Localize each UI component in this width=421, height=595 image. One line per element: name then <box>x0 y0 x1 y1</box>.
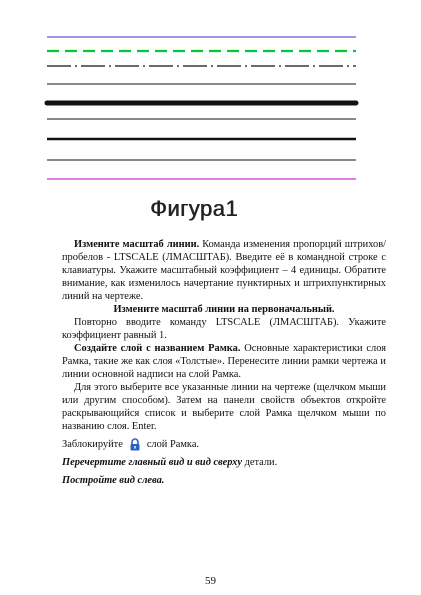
paragraph-3 <box>62 342 386 381</box>
lock-layer-line <box>62 438 386 451</box>
body-text <box>62 238 386 487</box>
p3-heading: Создайте слой с названием Рамка. <box>74 343 241 354</box>
p1-heading: Измените масштаб линии. <box>74 239 200 250</box>
p6-rest: детали. <box>241 457 278 468</box>
p1-body: Команда изменения пропорций штрихов/пробелов - LTSCALE (ЛМАСШТАБ). Введите её в командной строке с клавиатуры. Укажите масштабный коэффициент – 4 единицы. Обратите внимание, как изменилось начертание пунктирных и штрихпунктирных линий на чертеже. <box>62 239 386 302</box>
lock-icon <box>129 438 141 451</box>
paragraph-1 <box>62 238 386 303</box>
p6-bold: Перечертите главный вид и вид сверху <box>62 457 242 468</box>
lock-after-text: слой Рамка. <box>146 439 200 450</box>
heading-restore-scale: Измените масштаб линии на первоначальный. <box>113 304 335 315</box>
lock-before-text: Заблокируйте <box>62 439 123 450</box>
page-number: 59 <box>205 575 216 587</box>
paragraph-7: Постройте вид слева. <box>62 475 165 486</box>
figure-caption: Фигура1 <box>150 196 238 221</box>
paragraph-4: Для этого выберите все указанные линии на чертеже (щелчком мыши или другим способом). Затем на панели свойств объектов откройте раскрывающийся список и выберите слой Рамка щелчком мыши по названию слоя. Enter. <box>62 382 386 432</box>
p3-body: Основные характеристики слоя Рамка, такие же как слоя «Толстые». Перенесите линии рамки чертежа и линии основной надписи на слой Рамка. <box>62 343 386 380</box>
paragraph-2: Повторно вводите команду LTSCALE (ЛМАСШТАБ). Укажите коэффициент равный 1. <box>62 317 386 341</box>
paragraph-6 <box>62 456 386 469</box>
